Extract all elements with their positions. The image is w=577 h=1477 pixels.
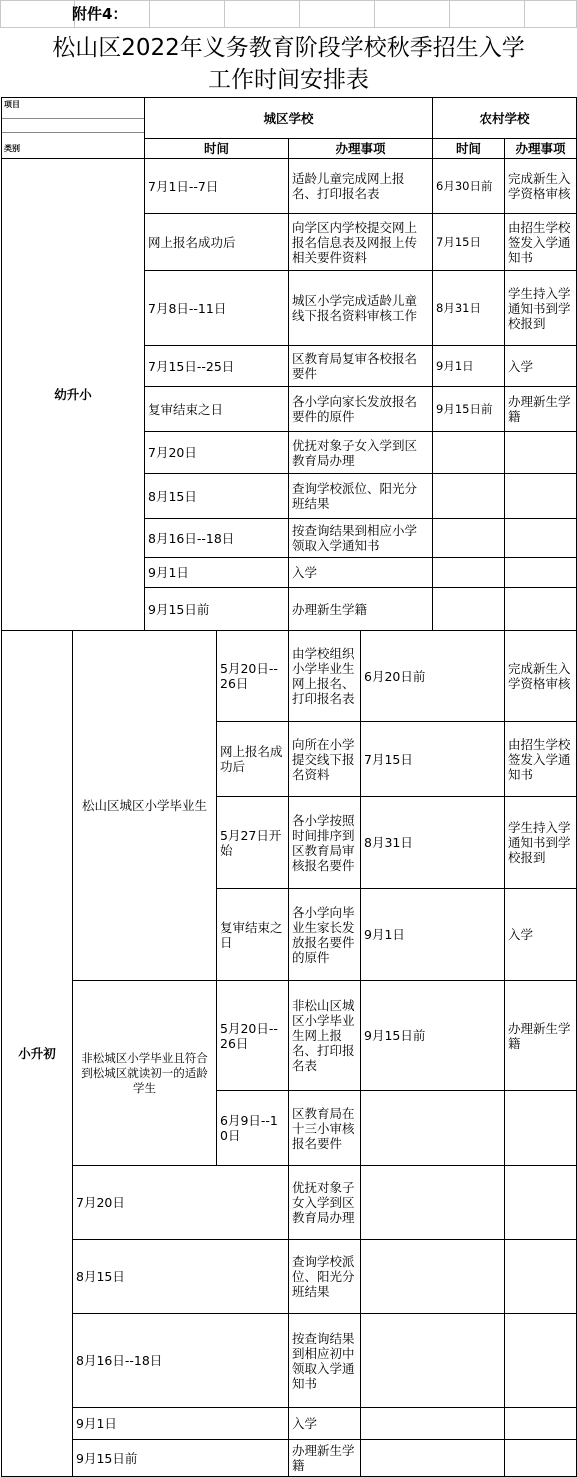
rural-matter-cell: 学生持入学通知书到学校报到 (505, 797, 577, 889)
matter-cell: 适龄儿童完成网上报名、打印报名表 (289, 159, 433, 214)
rural-time-cell: 9月1日 (361, 889, 505, 981)
time-cell: 7月1日--7日 (145, 159, 289, 214)
rural-matter-cell: 完成新生入学资格审核 (505, 631, 577, 722)
rural-time-cell (433, 558, 505, 588)
group-urban-graduates: 松山区城区小学毕业生 (73, 631, 217, 981)
time-cell: 网上报名成功后 (145, 214, 289, 271)
rural-time-cell (433, 474, 505, 519)
table-row (2, 159, 577, 214)
matter-cell: 城区小学完成适龄儿童线下报名资料审核工作 (289, 271, 433, 346)
time-cell: 9月1日 (73, 1408, 289, 1440)
time-cell: 7月15日--25日 (145, 346, 289, 387)
header-item-label: 项目 (4, 100, 20, 109)
matter-cell: 查询学校派位、阳光分班结果 (289, 474, 433, 519)
matter-cell: 按查询结果到相应小学领取入学通知书 (289, 519, 433, 558)
matter-cell: 入学 (289, 558, 433, 588)
matter-cell: 办理新生学籍 (289, 1440, 361, 1477)
header-urban: 城区学校 (145, 98, 433, 139)
rural-matter-cell (505, 588, 577, 631)
rural-time-cell: 9月15日前 (361, 981, 505, 1091)
rural-time-cell: 8月31日 (433, 271, 505, 346)
time-cell: 7月20日 (145, 432, 289, 474)
matter-cell: 优抚对象子女入学到区教育局办理 (289, 1166, 361, 1240)
time-cell: 网上报名成功后 (217, 722, 289, 797)
rural-time-cell: 9月15日前 (433, 387, 505, 432)
title-line2: 工作时间安排表 (208, 67, 369, 93)
category-junior: 小升初 (2, 631, 73, 1477)
matter-cell: 各小学向家长发放报名要件的原件 (289, 387, 433, 432)
rural-matter-cell: 学生持入学通知书到学校报到 (505, 271, 577, 346)
matter-cell: 各小学按照时间排序到区教育局审核报名要件 (289, 797, 361, 889)
matter-cell: 查询学校派位、阳光分班结果 (289, 1240, 361, 1314)
table-row (2, 1440, 577, 1477)
rural-matter-cell: 由招生学校签发入学通知书 (505, 214, 577, 271)
header-time: 时间 (145, 139, 289, 159)
matter-cell: 非松山区城区小学毕业生网上报名、打印报名表 (289, 981, 361, 1091)
rural-matter-cell: 由招生学校签发入学通知书 (505, 722, 577, 797)
rural-matter-cell (505, 1091, 577, 1166)
header-divider (2, 118, 144, 119)
matter-cell: 入学 (289, 1408, 361, 1440)
time-cell: 7月8日--11日 (145, 271, 289, 346)
rural-time-cell: 8月31日 (361, 797, 505, 889)
rural-matter-cell: 入学 (505, 889, 577, 981)
time-cell: 8月15日 (145, 474, 289, 519)
rural-matter-cell: 完成新生入学资格审核 (505, 159, 577, 214)
rural-matter-cell: 办理新生学籍 (505, 387, 577, 432)
time-cell: 9月15日前 (145, 588, 289, 631)
matter-cell: 由学校组织小学毕业生网上报名、打印报名表 (289, 631, 361, 722)
attachment-label: 附件4： (72, 5, 128, 23)
rural-matter-cell (505, 519, 577, 558)
rural-matter-cell (505, 432, 577, 474)
matter-cell: 各小学向毕业生家长发放报名要件的原件 (289, 889, 361, 981)
time-cell: 9月1日 (145, 558, 289, 588)
rural-time-cell (433, 519, 505, 558)
rural-time-cell: 7月15日 (433, 214, 505, 271)
header-rural-time: 时间 (433, 139, 505, 159)
rural-time-cell: 7月15日 (361, 722, 505, 797)
rural-matter-cell: 入学 (505, 346, 577, 387)
time-cell: 6月9日--10日 (217, 1091, 289, 1166)
rural-time-cell: 6月30日前 (433, 159, 505, 214)
header-rural-matters: 办理事项 (505, 139, 577, 159)
time-cell: 复审结束之日 (145, 387, 289, 432)
matter-cell: 优抚对象子女入学到区教育局办理 (289, 432, 433, 474)
header-category-label: 类别 (4, 144, 20, 153)
rural-time-cell (433, 588, 505, 631)
matter-cell: 向学区内学校提交网上报名信息表及网报上传相关要件资料 (289, 214, 433, 271)
rural-time-cell (361, 1091, 505, 1166)
header-rural: 农村学校 (433, 98, 577, 139)
table-row (2, 1408, 577, 1440)
group-non-urban-students: 非松城区小学毕业且符合到松城区就读初一的适龄学生 (73, 981, 217, 1166)
time-cell: 8月16日--18日 (145, 519, 289, 558)
title-line1: 松山区2022年义务教育阶段学校秋季招生入学 (0, 33, 577, 64)
time-cell: 9月15日前 (73, 1440, 289, 1477)
time-cell: 8月15日 (73, 1240, 289, 1314)
time-cell: 8月16日--18日 (73, 1314, 289, 1408)
table-row (2, 1166, 577, 1240)
table-row (2, 1240, 577, 1314)
time-cell: 5月20日--26日 (217, 981, 289, 1091)
matter-cell: 区教育局复审各校报名要件 (289, 346, 433, 387)
rural-time-cell: 6月20日前 (361, 631, 505, 722)
rural-time-cell: 9月1日 (433, 346, 505, 387)
matter-cell: 办理新生学籍 (289, 588, 433, 631)
matter-cell: 区教育局在十三小审核报名要件 (289, 1091, 361, 1166)
matter-cell: 向所在小学提交线下报名资料 (289, 722, 361, 797)
header-divider (2, 132, 144, 133)
category-primary: 幼升小 (2, 159, 145, 631)
rural-time-cell (433, 432, 505, 474)
rural-matter-cell: 办理新生学籍 (505, 981, 577, 1091)
time-cell: 复审结束之日 (217, 889, 289, 981)
header-matters: 办理事项 (289, 139, 433, 159)
rural-matter-cell (505, 558, 577, 588)
table-row (2, 1314, 577, 1408)
table-row (2, 981, 577, 1091)
time-cell: 5月27日开始 (217, 797, 289, 889)
time-cell: 5月20日--26日 (217, 631, 289, 722)
header-diagonal-cell (2, 98, 145, 159)
time-cell: 7月20日 (73, 1166, 289, 1240)
rural-matter-cell (505, 474, 577, 519)
schedule-table (1, 97, 577, 1477)
table-row (2, 631, 577, 722)
matter-cell: 按查询结果到相应初中领取入学通知书 (289, 1314, 361, 1408)
